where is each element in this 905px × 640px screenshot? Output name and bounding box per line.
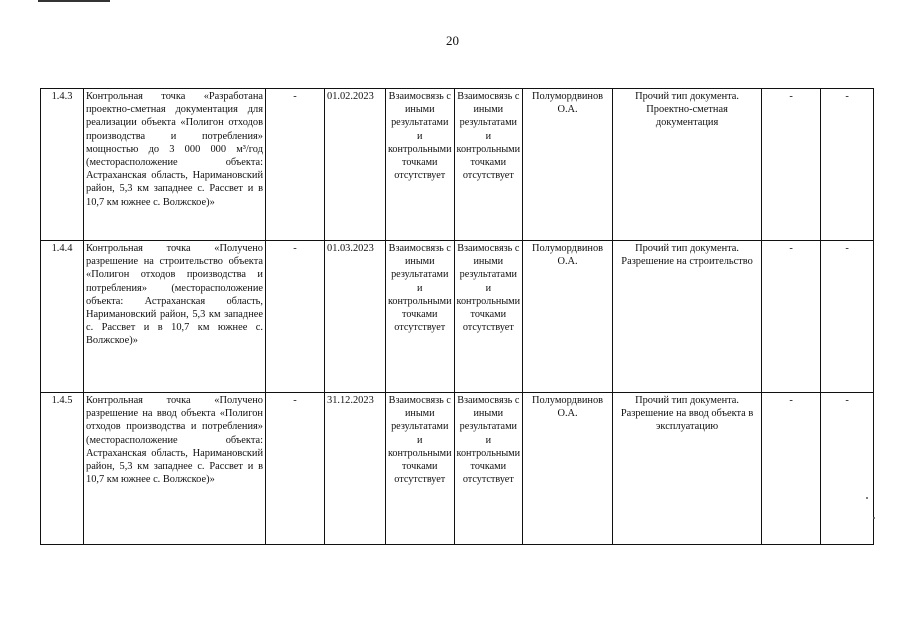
table-row <box>41 89 874 241</box>
dash-cell: - <box>266 89 325 241</box>
dash-cell: - <box>762 393 821 545</box>
dash-cell: - <box>821 393 874 545</box>
row-number: 1.4.3 <box>41 89 84 241</box>
document-type: Прочий тип документа. Проектно-сметная документация <box>613 89 762 241</box>
deadline-date: 01.03.2023 <box>325 241 386 393</box>
dash-cell: - <box>821 89 874 241</box>
dash-cell: - <box>266 241 325 393</box>
table-row <box>41 241 874 393</box>
dash-cell: - <box>266 393 325 545</box>
responsible-person: Полумордвинов О.А. <box>523 241 613 393</box>
dash-cell: - <box>762 241 821 393</box>
scan-speck <box>866 497 868 499</box>
relation-cell: Взаимосвязь с иными результатами и контрольными точками отсутствует <box>454 241 523 393</box>
relation-cell: Взаимосвязь с иными результатами и контрольными точками отсутствует <box>386 241 455 393</box>
responsible-person: Полумордвинов О.А. <box>523 393 613 545</box>
row-number: 1.4.4 <box>41 241 84 393</box>
control-point-description: Контрольная точка «Разработана проектно-сметная документация для реализации объекта «Полигон отходов производства и потребления» мощностью до 3 000 000 м³/год (месторасположение объекта: Астраханская область, Наримановский район, 5,3 км западнее с. Рассвет и в 10,7 км южнее с. Волжское)» <box>84 89 266 241</box>
dash-cell: - <box>821 241 874 393</box>
deadline-date: 31.12.2023 <box>325 393 386 545</box>
control-points-table <box>40 88 874 545</box>
table-row <box>41 393 874 545</box>
responsible-person: Полумордвинов О.А. <box>523 89 613 241</box>
relation-cell: Взаимосвязь с иными результатами и контрольными точками отсутствует <box>454 393 523 545</box>
page-number: 20 <box>446 33 459 48</box>
relation-cell: Взаимосвязь с иными результатами и контрольными точками отсутствует <box>386 89 455 241</box>
dash-cell: - <box>762 89 821 241</box>
control-point-description: Контрольная точка «Получено разрешение на ввод объекта «Полигон отходов производства и потребления» (месторасположение объекта: Астраханская область, Наримановский район, 5,3 км западнее с. Рассвет и в 10,7 км южнее с. Волжское)» <box>84 393 266 545</box>
document-type: Прочий тип документа. Разрешение на ввод объекта в эксплуатацию <box>613 393 762 545</box>
row-number: 1.4.5 <box>41 393 84 545</box>
scan-speck <box>873 517 875 519</box>
relation-cell: Взаимосвязь с иными результатами и контрольными точками отсутствует <box>454 89 523 241</box>
deadline-date: 01.02.2023 <box>325 89 386 241</box>
header-rule <box>38 0 110 2</box>
document-type: Прочий тип документа. Разрешение на строительство <box>613 241 762 393</box>
relation-cell: Взаимосвязь с иными результатами и контрольными точками отсутствует <box>386 393 455 545</box>
control-point-description: Контрольная точка «Получено разрешение на строительство объекта «Полигон отходов производства и потребления» (месторасположение объекта: Астраханская область, Наримановский район, 5,3 км западнее с. Рассвет и в 10,7 км южнее с. Волжское)» <box>84 241 266 393</box>
